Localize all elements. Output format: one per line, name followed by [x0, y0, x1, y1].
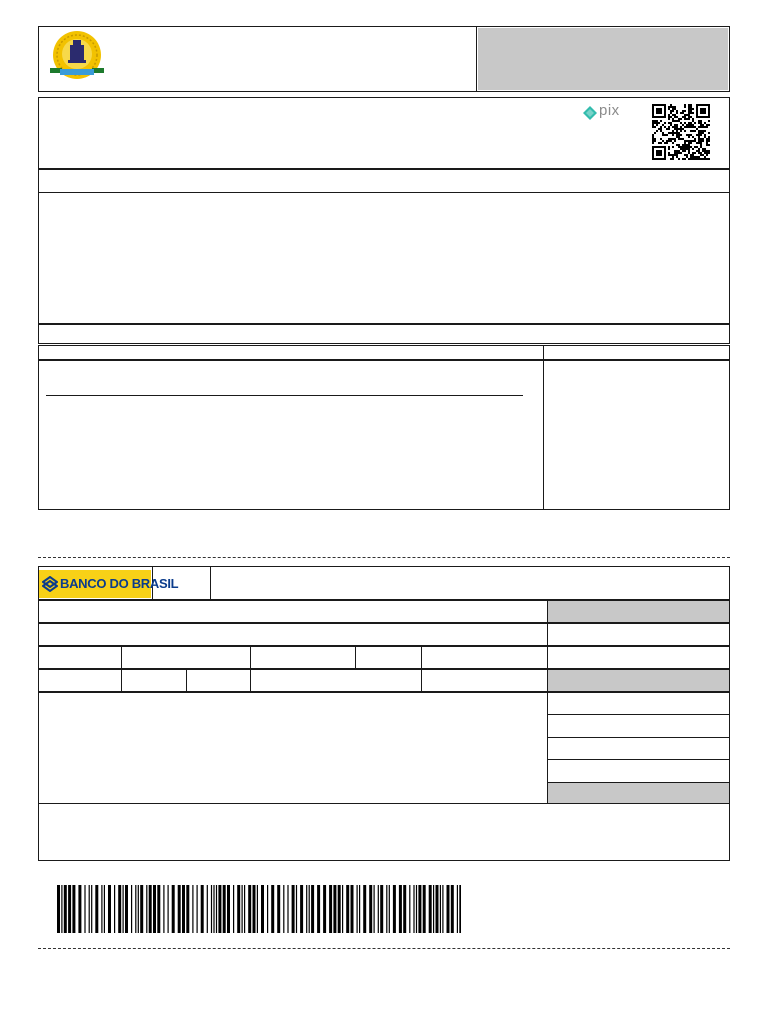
- seal-icon: [50, 31, 104, 79]
- pix-label: pix: [599, 102, 620, 119]
- boleto-row-4-div-d: [421, 669, 422, 692]
- boleto-payer-box: [38, 803, 730, 861]
- barcode: [57, 885, 461, 933]
- info-row-box-2: [38, 324, 730, 344]
- header-shaded-cell: [478, 28, 728, 90]
- boleto-row-3-div-c: [355, 646, 356, 669]
- cut-line-top: [38, 557, 730, 558]
- boleto-right-line-2: [547, 737, 730, 738]
- boleto-row-4-div-a: [121, 669, 122, 692]
- detail-divider: [543, 345, 544, 510]
- bank-code-divider: [210, 566, 211, 600]
- boleto-row-3-div-e: [547, 646, 548, 669]
- boleto-right-line-1: [547, 714, 730, 715]
- boleto-row-2: [38, 623, 730, 646]
- content-box: [38, 192, 730, 324]
- boleto-due-date-cell: [548, 601, 729, 622]
- pix-diamond-icon: [582, 105, 598, 121]
- boleto-document-value-cell: [548, 670, 729, 691]
- signature-line: [46, 395, 523, 396]
- boleto-row-3-div-a: [121, 646, 122, 669]
- boleto-amount-charged-cell: [548, 783, 729, 803]
- boleto-row-4-div-c: [250, 669, 251, 692]
- municipal-seal-logo: [44, 30, 110, 80]
- banco-do-brasil-logo-icon: [42, 576, 58, 592]
- info-row-box: [38, 169, 730, 193]
- boleto-row-4-div-b: [186, 669, 187, 692]
- boleto-row-3-div-d: [421, 646, 422, 669]
- header-divider: [476, 26, 477, 92]
- barcode-icon: [57, 885, 461, 933]
- qr-code: [652, 104, 710, 160]
- qr-code-icon: [652, 104, 710, 160]
- boleto-row-4-div-e: [547, 669, 548, 692]
- bank-name: BANCO DO BRASIL: [60, 576, 179, 591]
- boleto-right-line-3: [547, 759, 730, 760]
- detail-header-line: [38, 359, 730, 361]
- boleto-row-2-divider: [547, 623, 548, 646]
- pix-brand: [582, 103, 628, 123]
- detail-box: [38, 345, 730, 510]
- banco-do-brasil-logo: [39, 570, 179, 598]
- boleto-row-1-divider: [547, 600, 548, 623]
- boleto-row-3-div-b: [250, 646, 251, 669]
- boleto-row-3: [38, 646, 730, 669]
- cut-line-bottom: [38, 948, 730, 949]
